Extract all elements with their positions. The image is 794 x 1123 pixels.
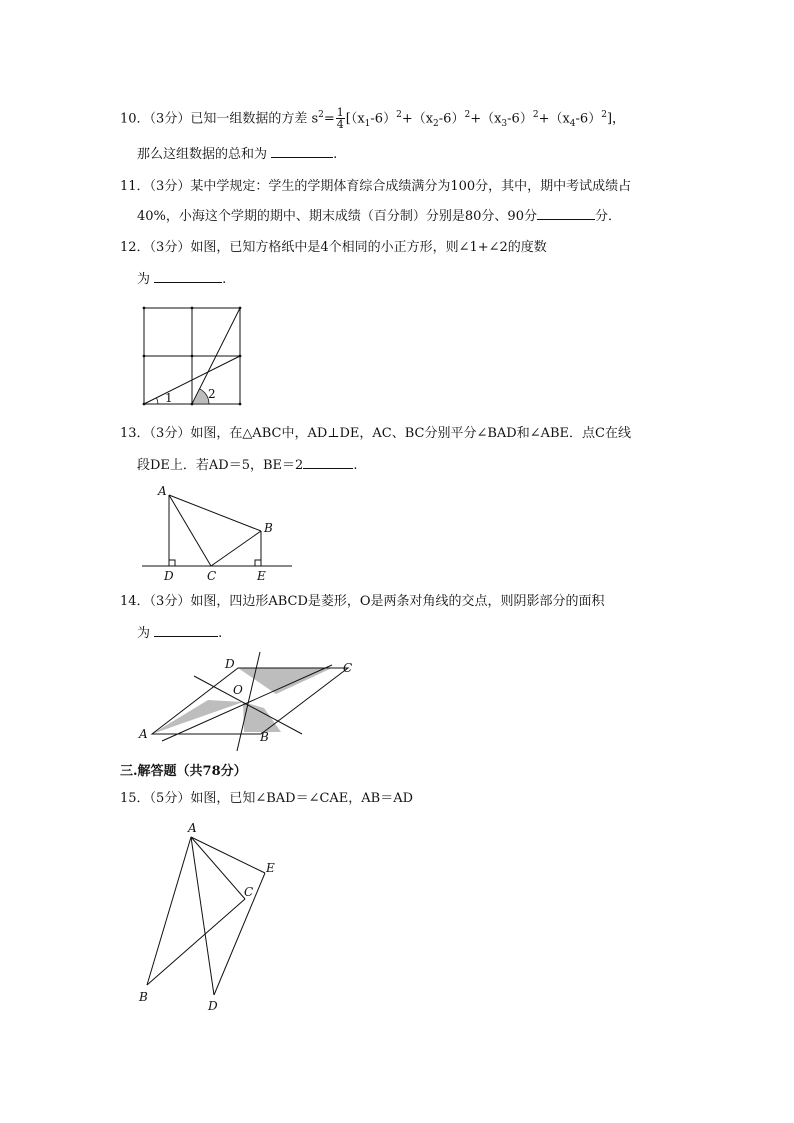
q10-line2-end: . (333, 147, 338, 162)
q10-line1 (120, 106, 625, 133)
segment-BC (211, 531, 261, 566)
label-E: E (257, 569, 266, 583)
angle-2-shade (192, 389, 209, 404)
segment-AB (169, 495, 261, 531)
q10-sup: 2 (318, 110, 324, 120)
label-D: D (225, 657, 235, 671)
shaded-region-bottom (243, 702, 281, 732)
q10-sq3: 2 (532, 110, 539, 120)
q12-line2-text: 为 (137, 272, 151, 287)
segment-AE (191, 837, 265, 873)
label-B: B (260, 730, 269, 744)
q14-line1 (120, 593, 605, 611)
q14-line2-text: 为 (137, 626, 151, 641)
label-E: E (266, 861, 275, 875)
label-D: D (164, 569, 174, 583)
q10-sub4: 4 (569, 118, 576, 129)
section-heading-3: 三.解答题（共78分） (120, 764, 247, 779)
label-A: A (188, 821, 197, 835)
q10-fraction (336, 107, 345, 130)
q14-line1-text: 14．（3分）如图，四边形ABCD是菱形，O是两条对角线的交点，则阴影部分的面积 (120, 594, 605, 609)
q13-triangle-figure (138, 480, 298, 584)
label-B: B (264, 521, 273, 535)
q15-line1-text: 15．（5分）如图，已知∠BAD＝∠CAE，AB＝AD (120, 791, 414, 806)
q10-sub2: 2 (433, 118, 439, 129)
q11-line2-end: 分． (594, 209, 621, 224)
q10-line2 (137, 145, 337, 164)
q12-grid-figure (138, 300, 248, 412)
q10-p1: +（x (401, 111, 434, 127)
q14-line2-end: . (218, 626, 223, 641)
q11-line1-text: 11．（3分）某中学规定：学生的学期体育综合成绩满分为100分，其中，期中考试成绩占 (120, 179, 632, 194)
q10-t2: -6） (438, 111, 465, 127)
angle-label-2: 2 (208, 387, 216, 401)
segment-AC (169, 495, 211, 566)
q15-line1 (120, 790, 413, 808)
q12-line2-end: . (222, 272, 227, 287)
segment-ED (214, 873, 265, 995)
q10-prefix: 10．（3分）已知一组数据的方差 s (120, 111, 319, 127)
q10-t3: -6） (507, 111, 533, 127)
label-A: A (158, 484, 167, 498)
q12-line2 (137, 270, 226, 289)
q10-close: ]， (606, 111, 626, 127)
q11-line2 (137, 207, 621, 226)
q13-line2 (137, 456, 357, 475)
q10-answer-blank[interactable] (271, 145, 333, 158)
q15-triangles-figure (134, 820, 284, 1016)
q13-answer-blank[interactable] (303, 456, 353, 469)
label-C: C (207, 569, 217, 583)
segment-BC (147, 899, 245, 985)
q10-sub1: 1 (364, 118, 371, 129)
q12-answer-blank[interactable] (154, 270, 222, 283)
q13-line2-text: 段DE上．若AD＝5，BE＝2 (137, 458, 304, 473)
q10-line2-text: 那么这组数据的总和为 (137, 147, 268, 162)
shaded-region-left (152, 700, 243, 734)
q11-line2-text: 40%，小海这个学期的期中、期末成绩（百分制）分别是80分、90分 (137, 209, 537, 224)
angle-label-1: 1 (165, 391, 173, 405)
q10-open: [（x (345, 111, 365, 127)
q14-line2 (137, 624, 222, 643)
q14-rhombus-figure (136, 648, 366, 752)
q10-frac-num: 1 (336, 106, 344, 120)
q10-sq4: 2 (601, 110, 607, 120)
q10-t4: -6） (575, 111, 602, 127)
label-D: D (208, 999, 218, 1013)
q11-answer-blank[interactable] (537, 207, 595, 220)
q10-p3: +（x (538, 111, 570, 127)
q10-sq2: 2 (464, 110, 471, 120)
segment-AD (191, 837, 214, 995)
label-C: C (343, 661, 353, 675)
q14-answer-blank[interactable] (154, 624, 218, 637)
q12-line1 (120, 239, 547, 257)
q10-t1: -6） (370, 111, 397, 127)
q13-line2-end: . (353, 458, 358, 473)
q12-line1-text: 12．（3分）如图，已知方格纸中是4个相同的小正方形，则∠1+∠2的度数 (120, 240, 547, 255)
q10-sq1: 2 (396, 110, 402, 120)
q10-frac-den: 4 (336, 118, 344, 132)
label-C: C (244, 885, 254, 899)
shaded-region-top (238, 668, 332, 694)
q10-eq: = (323, 111, 335, 127)
label-B: B (139, 990, 148, 1004)
right-angle-D (169, 560, 175, 566)
angle-1-arc (157, 398, 159, 404)
label-A: A (139, 727, 148, 741)
label-O: O (233, 683, 243, 697)
segment-AB (147, 837, 191, 985)
q13-line1-text: 13．（3分）如图，在△ABC中，AD⊥DE，AC、BC分别平分∠BAD和∠ABE．点C在线 (120, 426, 631, 441)
q10-sub3: 3 (501, 118, 508, 129)
q10-p2: +（x (470, 111, 502, 127)
q11-line1 (120, 178, 631, 196)
right-angle-E (255, 560, 261, 566)
q13-line1 (120, 425, 631, 443)
